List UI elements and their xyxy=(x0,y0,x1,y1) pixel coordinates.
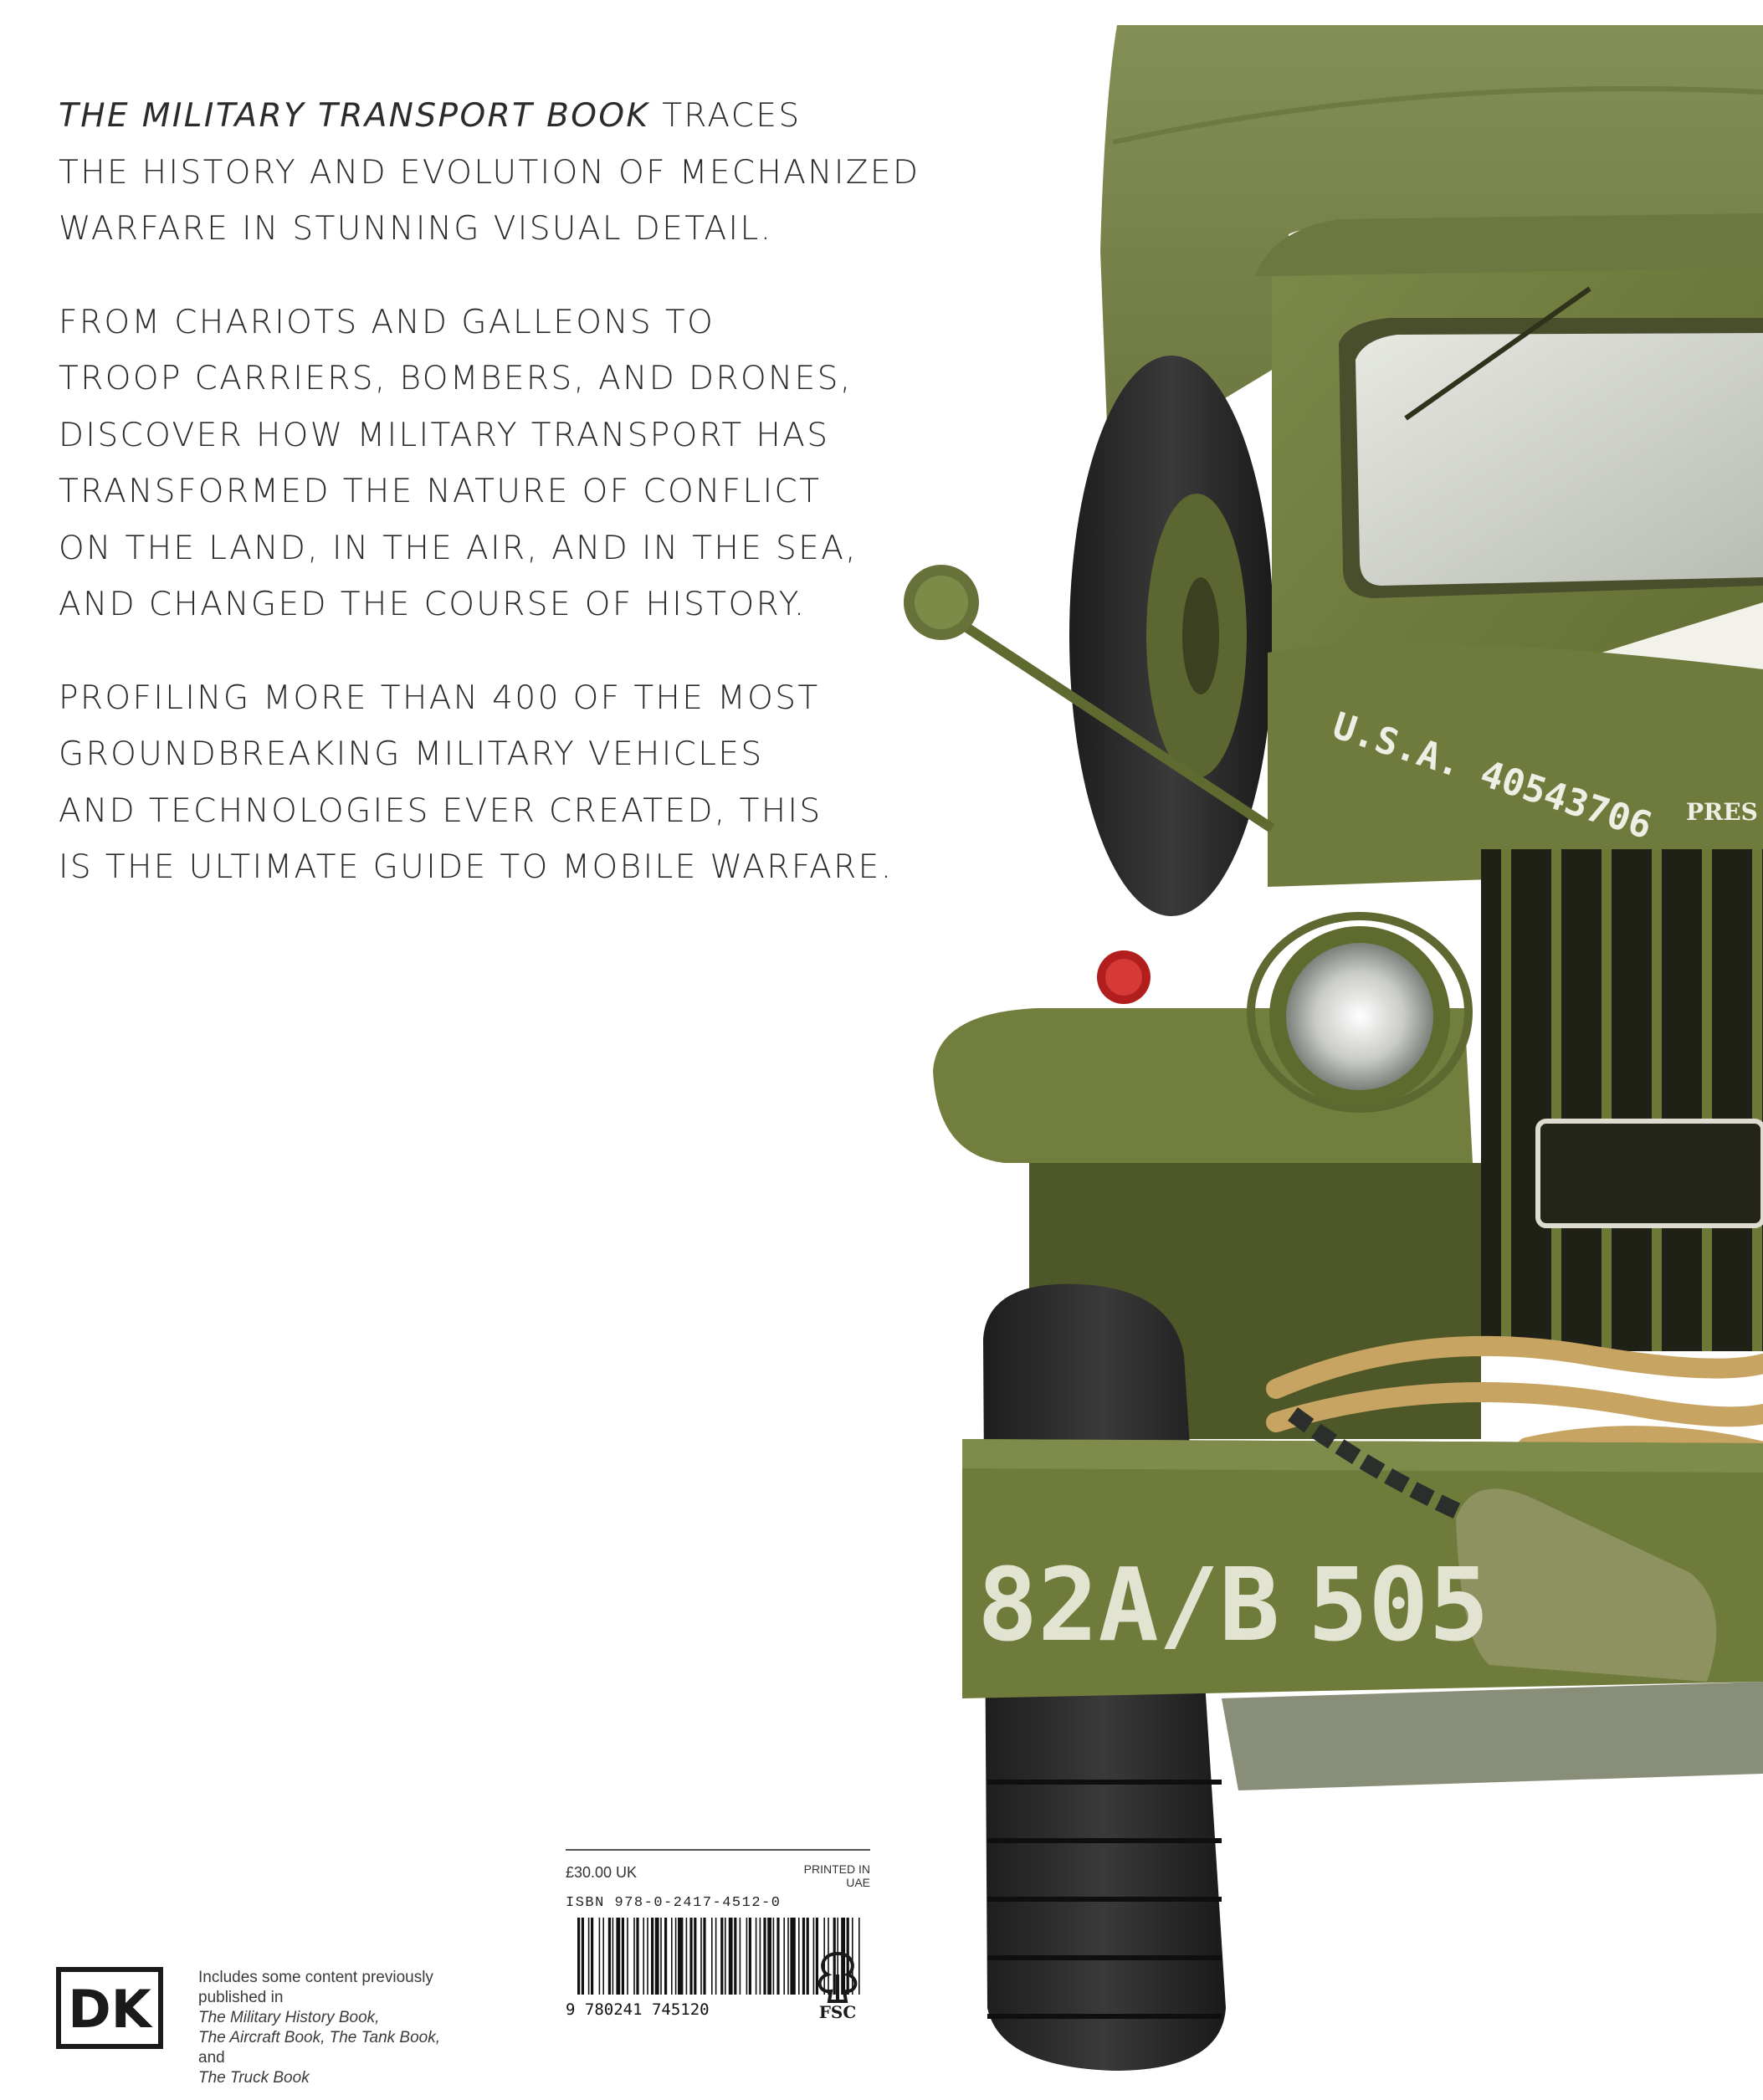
printed-in-country: UAE xyxy=(846,1876,870,1889)
barcode-bar xyxy=(655,1918,659,1995)
blurb-paragraph-1 xyxy=(59,88,920,258)
bumper-marking-left: 82A/B xyxy=(977,1548,1280,1664)
blurb-paragraph-3 xyxy=(59,670,895,896)
barcode-bar xyxy=(711,1918,713,1995)
blurb-line: THE HISTORY AND EVOLUTION OF MECHANIZED xyxy=(59,153,920,192)
barcode-bar xyxy=(660,1918,662,1995)
barcode-bar xyxy=(588,1918,590,1995)
barcode-bar xyxy=(734,1918,736,1995)
barcode-bar xyxy=(798,1918,800,1995)
credits-line xyxy=(198,1988,516,2028)
blurb-line: GROUNDBREAKING MILITARY VEHICLES xyxy=(59,735,764,773)
barcode-bar xyxy=(633,1918,635,1995)
barcode-bar xyxy=(729,1918,733,1995)
barcode-bar xyxy=(720,1918,723,1995)
barcode-bar xyxy=(616,1918,620,1995)
barcode-bar xyxy=(608,1918,611,1995)
barcode-bar xyxy=(783,1918,785,1995)
price: £30.00 UK xyxy=(566,1864,638,1881)
printed-in xyxy=(770,1862,870,1889)
blurb-line: WARFARE IN STUNNING VISUAL DETAIL. xyxy=(59,210,773,248)
barcode-bar xyxy=(599,1918,601,1995)
credits-title: The Military History Book, xyxy=(198,2009,380,2026)
credits-line xyxy=(198,2028,516,2068)
barcode-bar xyxy=(627,1918,628,1995)
barcode-bar xyxy=(582,1918,584,1995)
barcode-bar xyxy=(760,1918,761,1995)
barcode-bar xyxy=(725,1918,726,1995)
blurb-line: PROFILING MORE THAN 400 OF THE MOST xyxy=(59,679,820,717)
barcode-bar xyxy=(686,1918,688,1995)
barcode-bar xyxy=(647,1918,648,1995)
barcode-bar xyxy=(694,1918,696,1995)
blurb-line: ON THE LAND, IN THE AIR, AND IN THE SEA, xyxy=(59,529,858,567)
barcode-bar xyxy=(749,1918,751,1995)
fsc-logo xyxy=(804,1949,871,2021)
barcode-bar xyxy=(675,1918,677,1995)
blurb-line: DISCOVER HOW MILITARY TRANSPORT HAS xyxy=(59,416,830,454)
blurb-line: IS THE ULTIMATE GUIDE TO MOBILE WARFARE. xyxy=(59,848,894,886)
barcode-bar xyxy=(756,1918,757,1995)
blurb-line xyxy=(59,88,895,145)
barcode-bar xyxy=(740,1918,741,1995)
blurb-paragraph-2 xyxy=(59,295,895,633)
barcode-bar xyxy=(678,1918,683,1995)
barcode-bar xyxy=(787,1918,789,1995)
grille-marking: PRES xyxy=(1686,798,1758,826)
svg-text:DK: DK xyxy=(68,1979,151,2040)
credits-title: The Truck Book xyxy=(198,2069,310,2087)
barcode-bar xyxy=(703,1918,705,1995)
credits-title: The Aircraft Book, The Tank Book, xyxy=(198,2029,441,2046)
barcode-bar xyxy=(715,1918,717,1995)
blurb-line: AND TECHNOLOGIES EVER CREATED, THIS xyxy=(59,791,823,830)
svg-text:FSC: FSC xyxy=(818,2002,857,2021)
barcode-bar xyxy=(767,1918,771,1995)
credits-line: Includes some content previously xyxy=(198,1969,433,1986)
credits-text: and xyxy=(198,2049,225,2067)
credits-note xyxy=(198,1968,516,2088)
divider xyxy=(566,1849,870,1851)
blurb-line: FROM CHARIOTS AND GALLEONS TO xyxy=(59,303,715,341)
barcode-bar xyxy=(689,1918,692,1995)
barcode-digits: 9 780241 745120 xyxy=(566,2000,710,2018)
barcode-bar xyxy=(622,1918,624,1995)
barcode-bar xyxy=(651,1918,653,1995)
military-truck-image xyxy=(887,0,1763,2100)
barcode-bar xyxy=(763,1918,766,1995)
barcode-bar xyxy=(773,1918,775,1995)
barcode-bar xyxy=(612,1918,614,1995)
barcode-bar xyxy=(577,1918,580,1995)
barcode-bar xyxy=(700,1918,702,1995)
barcode-bar xyxy=(746,1918,748,1995)
credits-text: published in xyxy=(198,1989,284,2006)
credits-line xyxy=(198,2068,516,2088)
book-title: THE MILITARY TRANSPORT BOOK xyxy=(59,97,650,135)
blurb-line-rest: TRACES xyxy=(649,97,802,135)
bumper-marking-right: 505 xyxy=(1308,1548,1489,1664)
barcode-bar xyxy=(636,1918,638,1995)
printed-in-line: PRINTED IN xyxy=(803,1862,870,1876)
isbn: ISBN 978-0-2417-4512-0 xyxy=(566,1895,782,1911)
barcode-bar xyxy=(602,1918,604,1995)
dk-logo xyxy=(56,1967,163,2049)
back-cover-blurb xyxy=(59,88,920,933)
barcode-bar xyxy=(671,1918,673,1995)
hood-marking: U.S.A. 40543706 xyxy=(1327,704,1658,848)
barcode-bar xyxy=(664,1918,667,1995)
barcode-bar xyxy=(776,1918,779,1995)
barcode-bar xyxy=(643,1918,644,1995)
barcode-bar xyxy=(790,1918,795,1995)
barcode-bar xyxy=(591,1918,593,1995)
blurb-line: AND CHANGED THE COURSE OF HISTORY. xyxy=(59,586,807,623)
blurb-line: TROOP CARRIERS, BOMBERS, AND DRONES, xyxy=(59,360,853,397)
blurb-line: TRANSFORMED THE NATURE OF CONFLICT xyxy=(59,473,822,510)
